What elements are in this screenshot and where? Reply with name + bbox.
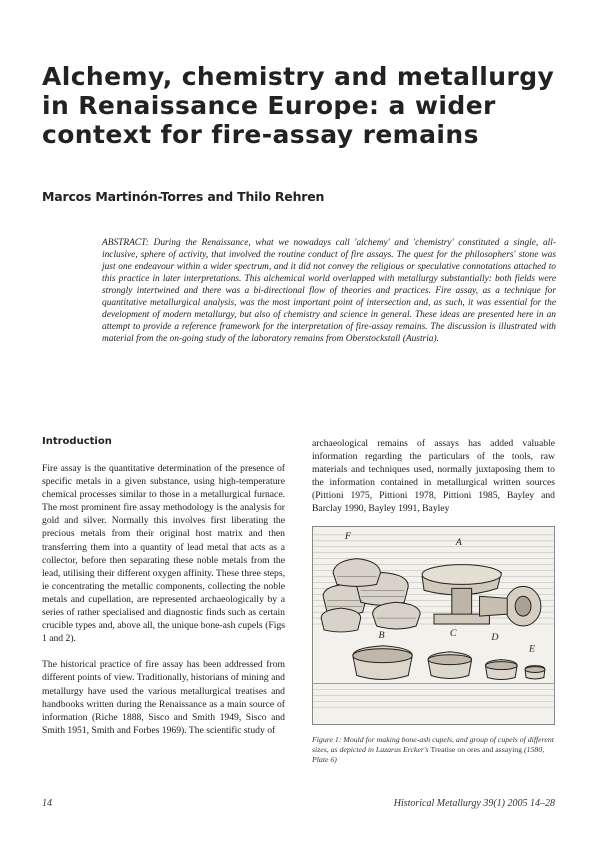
caption-italic: Figure 1: Mould for making bone-ash cupels, and group of cupels of different sizes, as depicted in Lazarus Ercker's	[312, 735, 554, 754]
paragraph: Fire assay is the quantitative determination of the presence of specific metals in a given substance, using high-temperature chemical processes similar to those in a metallurgical furnace. The most prominent fire assay methodology is the analysis for gold and silver. Normally this involves first liberating the precious metals from their original host matrix and then transferring them into a quantity of lead metal that acts as a collector, before then separating these noble metals from the lead, utilising their different oxygen affinity. These three steps, ie concentrating the metallic components, collecting the noble metals and cupellation, are represented archaeologically by a series of rather specialised and diagnostic finds such as certain crucible types and, above all, the unique bone-ash cupels (Figs 1 and 2).	[42, 463, 285, 645]
figure-label-f: F	[344, 530, 351, 542]
figure-caption	[312, 735, 556, 764]
body-column-left	[42, 462, 285, 737]
abstract: ABSTRACT: During the Renaissance, what we nowadays call 'alchemy' and 'chemistry' constituted a single, all-inclusive, sphere of activity, that involved the routine conduct of fire assays. The quest for the philosophers' stone was just one endeavour within a wider spectrum, and it did not convey the religious or speculative connotations attached to this practice in later interpretations. This alchemical world overlapped with metallurgy substantially: both fields were strongly intertwined and there was a bi-directional flow of theories and practices. Fire assay, as a technique for quantitative metallurgical analysis, was the most important point of intersection and, as such, it was essential for the development of modern metallurgy, but also of chemistry and science in general. These ideas are presented here in an attempt to provide a reference framework for the interpretation of fire-assay remains. The discussion is illustrated with material from the on-going study of the laboratory remains from Oberstockstall (Austria).	[102, 238, 556, 345]
page-number: 14	[42, 798, 52, 809]
figure-label-a: A	[455, 536, 462, 548]
paragraph: archaeological remains of assays has added valuable information regarding the particulars of the tools, raw materials and techniques used, normally juxtaposing them to the information contained in metallurgical written sources (Pittioni 1975, Pittioni 1978, Pittioni 1985, Bayley and Barclay 1990, Bayley 1991, Bayley	[312, 438, 555, 515]
section-heading-introduction: Introduction	[42, 436, 112, 447]
figure-label-b: B	[378, 629, 385, 641]
figure-1-woodcut	[312, 526, 555, 725]
body-column-right	[312, 437, 555, 516]
figure-label-c: C	[449, 627, 457, 639]
caption-tail: (1580, Plate 6)	[312, 744, 545, 764]
journal-reference: Historical Metallurgy 39(1) 2005 14–28	[393, 798, 555, 809]
cupel-woodcut-illustration	[313, 527, 554, 724]
paragraph: The historical practice of fire assay has been addressed from different points of view. Traditionally, historians of mining and metallurgy have used the various metallurgical treatises and handbooks written during the Renaissance as a main source of information (Riche 1888, Sisco and Smith 1949, Sisco and Smith 1951, Smith and Forbes 1969). The scientific study of	[42, 659, 285, 736]
figure-label-e: E	[529, 643, 536, 655]
article-title: Alchemy, chemistry and metallurgy in Renaissance Europe: a wider context for fire-assay remains	[42, 62, 555, 149]
article-authors: Marcos Martinón-Torres and Thilo Rehren	[42, 189, 325, 204]
caption-book-title: Treatise on ores and assaying	[430, 744, 523, 754]
figure-label-d: D	[491, 631, 499, 643]
